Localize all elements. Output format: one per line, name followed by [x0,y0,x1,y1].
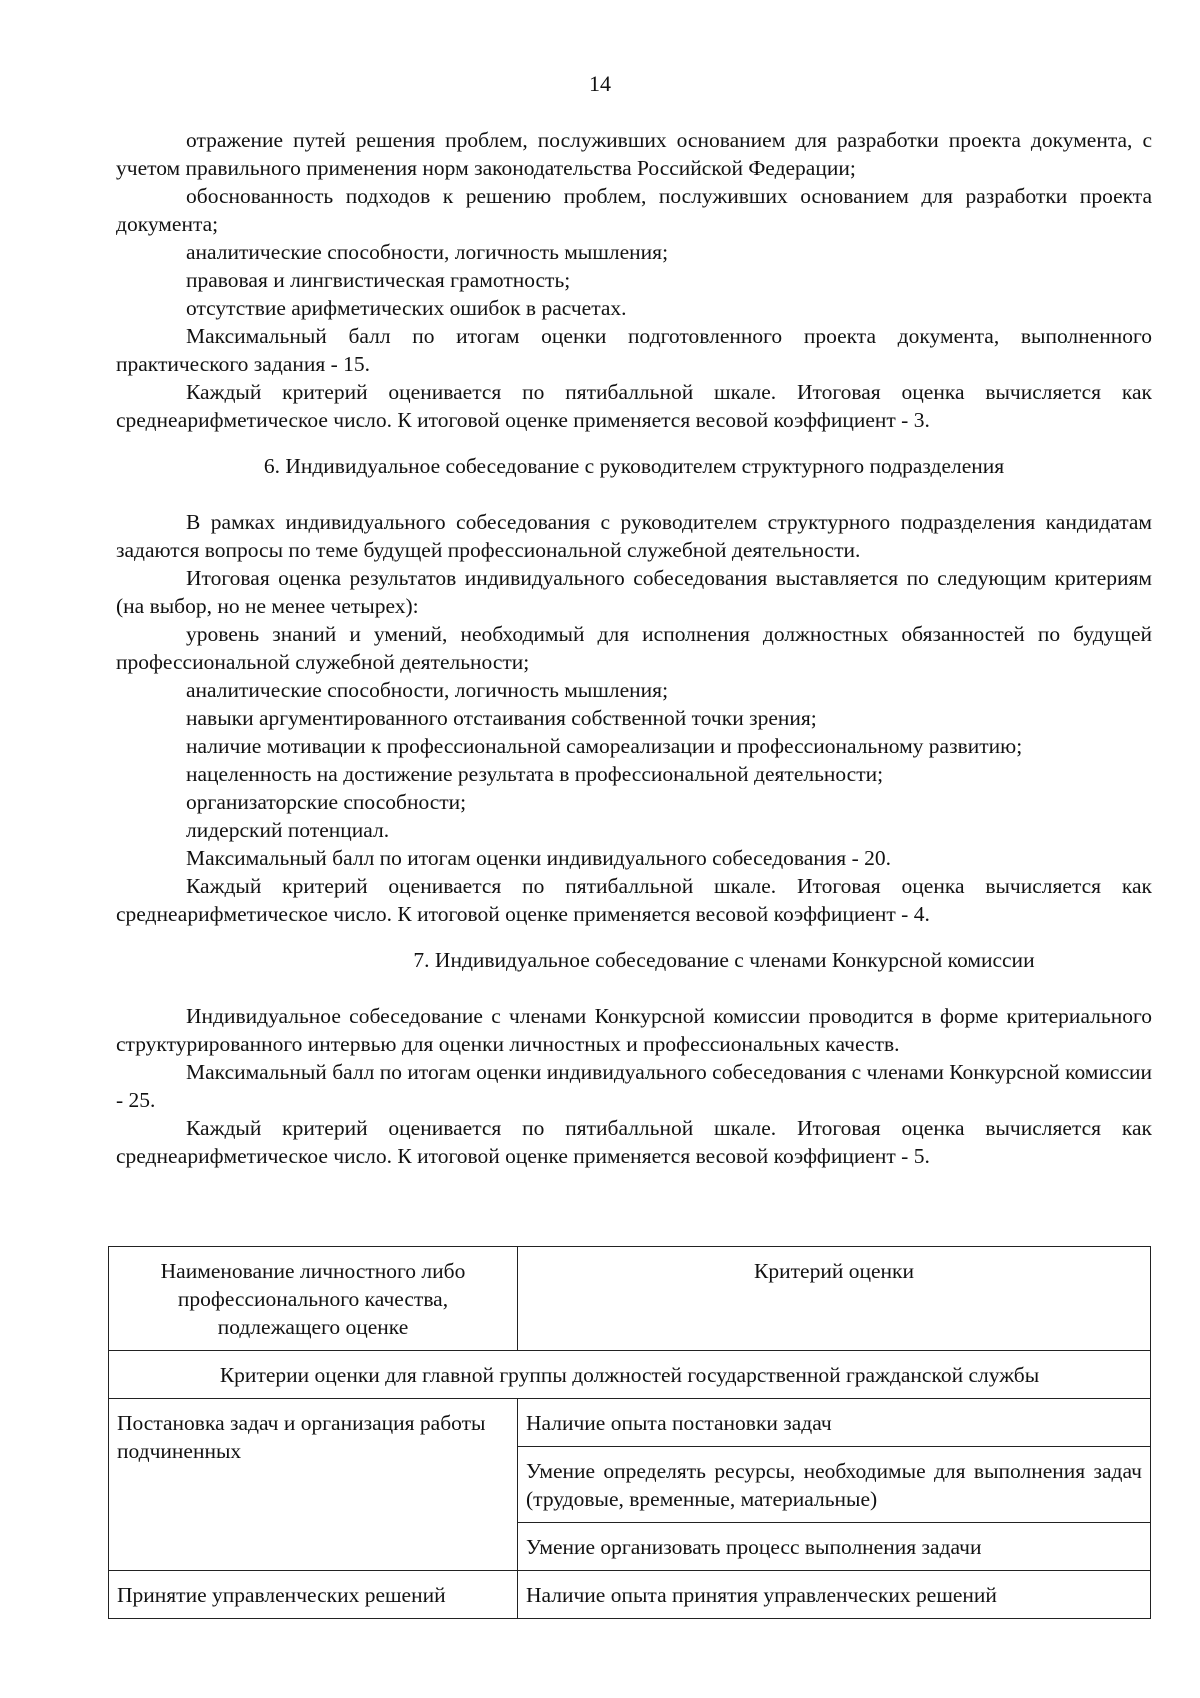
table-row [109,1399,1151,1447]
paragraph: Максимальный балл по итогам оценки подготовленного проекта документа, выполненного практического задания - 15. [116,324,1152,376]
table-header-row [109,1247,1151,1351]
table-cell-criterion: Наличие опыта принятия управленческих решений [518,1571,1151,1619]
list-item: аналитические способности, логичность мышления; [186,678,669,702]
criteria-table [108,1246,1151,1619]
paragraph: Итоговая оценка результатов индивидуального собеседования выставляется по следующим критериям (на выбор, но не менее четырех): [116,566,1152,618]
paragraph: Индивидуальное собеседование с членами Конкурсной комиссии проводится в форме критериального структурированного интервью для оценки личностных и профессиональных качеств. [116,1004,1152,1056]
list-item: наличие мотивации к профессиональной самореализации и профессиональному развитию; [186,734,1023,758]
table-cell-criterion: Умение организовать процесс выполнения задачи [518,1523,1151,1571]
paragraph: отражение путей решения проблем, послуживших основанием для разработки проекта документа, с учетом правильного применения норм законодательства Российской Федерации; [116,128,1152,180]
list-item: аналитические способности, логичность мышления; [186,240,669,264]
list-item: правовая и лингвистическая грамотность; [186,268,571,292]
table-group-label: Критерии оценки для главной группы должностей государственной гражданской службы [109,1351,1151,1399]
list-item: нацеленность на достижение результата в профессиональной деятельности; [186,762,884,786]
paragraph: Максимальный балл по итогам оценки индивидуального собеседования с членами Конкурсной комиссии - 25. [116,1060,1152,1112]
table-cell-quality: Принятие управленческих решений [109,1571,518,1619]
table-row [109,1571,1151,1619]
table-header-criteria: Критерий оценки [518,1247,1151,1351]
paragraph: Каждый критерий оценивается по пятибалльной шкале. Итоговая оценка вычисляется как среднеарифметическое число. К итоговой оценке применяется весовой коэффициент - 4. [116,874,1152,926]
list-item: уровень знаний и умений, необходимый для исполнения должностных обязанностей по будущей профессиональной служебной деятельности; [116,622,1152,674]
list-item: лидерский потенциал. [186,818,390,842]
paragraph: обоснованность подходов к решению проблем, послуживших основанием для разработки проекта документа; [116,184,1152,236]
list-item: отсутствие арифметических ошибок в расчетах. [186,296,627,320]
list-item: организаторские способности; [186,790,467,814]
section-6-heading: 6. Индивидуальное собеседование с руководителем структурного подразделения [263,454,1005,478]
table-header-quality: Наименование личностного либо профессионального качества, подлежащего оценке [109,1247,518,1351]
list-item: навыки аргументированного отстаивания собственной точки зрения; [186,706,817,730]
table-group-row [109,1351,1151,1399]
paragraph: Максимальный балл по итогам оценки индивидуального собеседования - 20. [186,846,891,870]
table-cell-criterion: Умение определять ресурсы, необходимые для выполнения задач (трудовые, временные, материальные) [518,1447,1151,1523]
paragraph: Каждый критерий оценивается по пятибалльной шкале. Итоговая оценка вычисляется как среднеарифметическое число. К итоговой оценке применяется весовой коэффициент - 3. [116,380,1152,432]
paragraph: Каждый критерий оценивается по пятибалльной шкале. Итоговая оценка вычисляется как среднеарифметическое число. К итоговой оценке применяется весовой коэффициент - 5. [116,1116,1152,1168]
table-cell-quality: Постановка задач и организация работы подчиненных [109,1399,518,1571]
page-number: 14 [589,71,611,96]
paragraph: В рамках индивидуального собеседования с руководителем структурного подразделения кандидатам задаются вопросы по теме будущей профессиональной служебной деятельности. [116,510,1152,562]
section-7-heading: 7. Индивидуальное собеседование с членами Конкурсной комиссии [413,948,1035,972]
document-body [116,126,1152,1170]
table-cell-criterion: Наличие опыта постановки задач [518,1399,1151,1447]
